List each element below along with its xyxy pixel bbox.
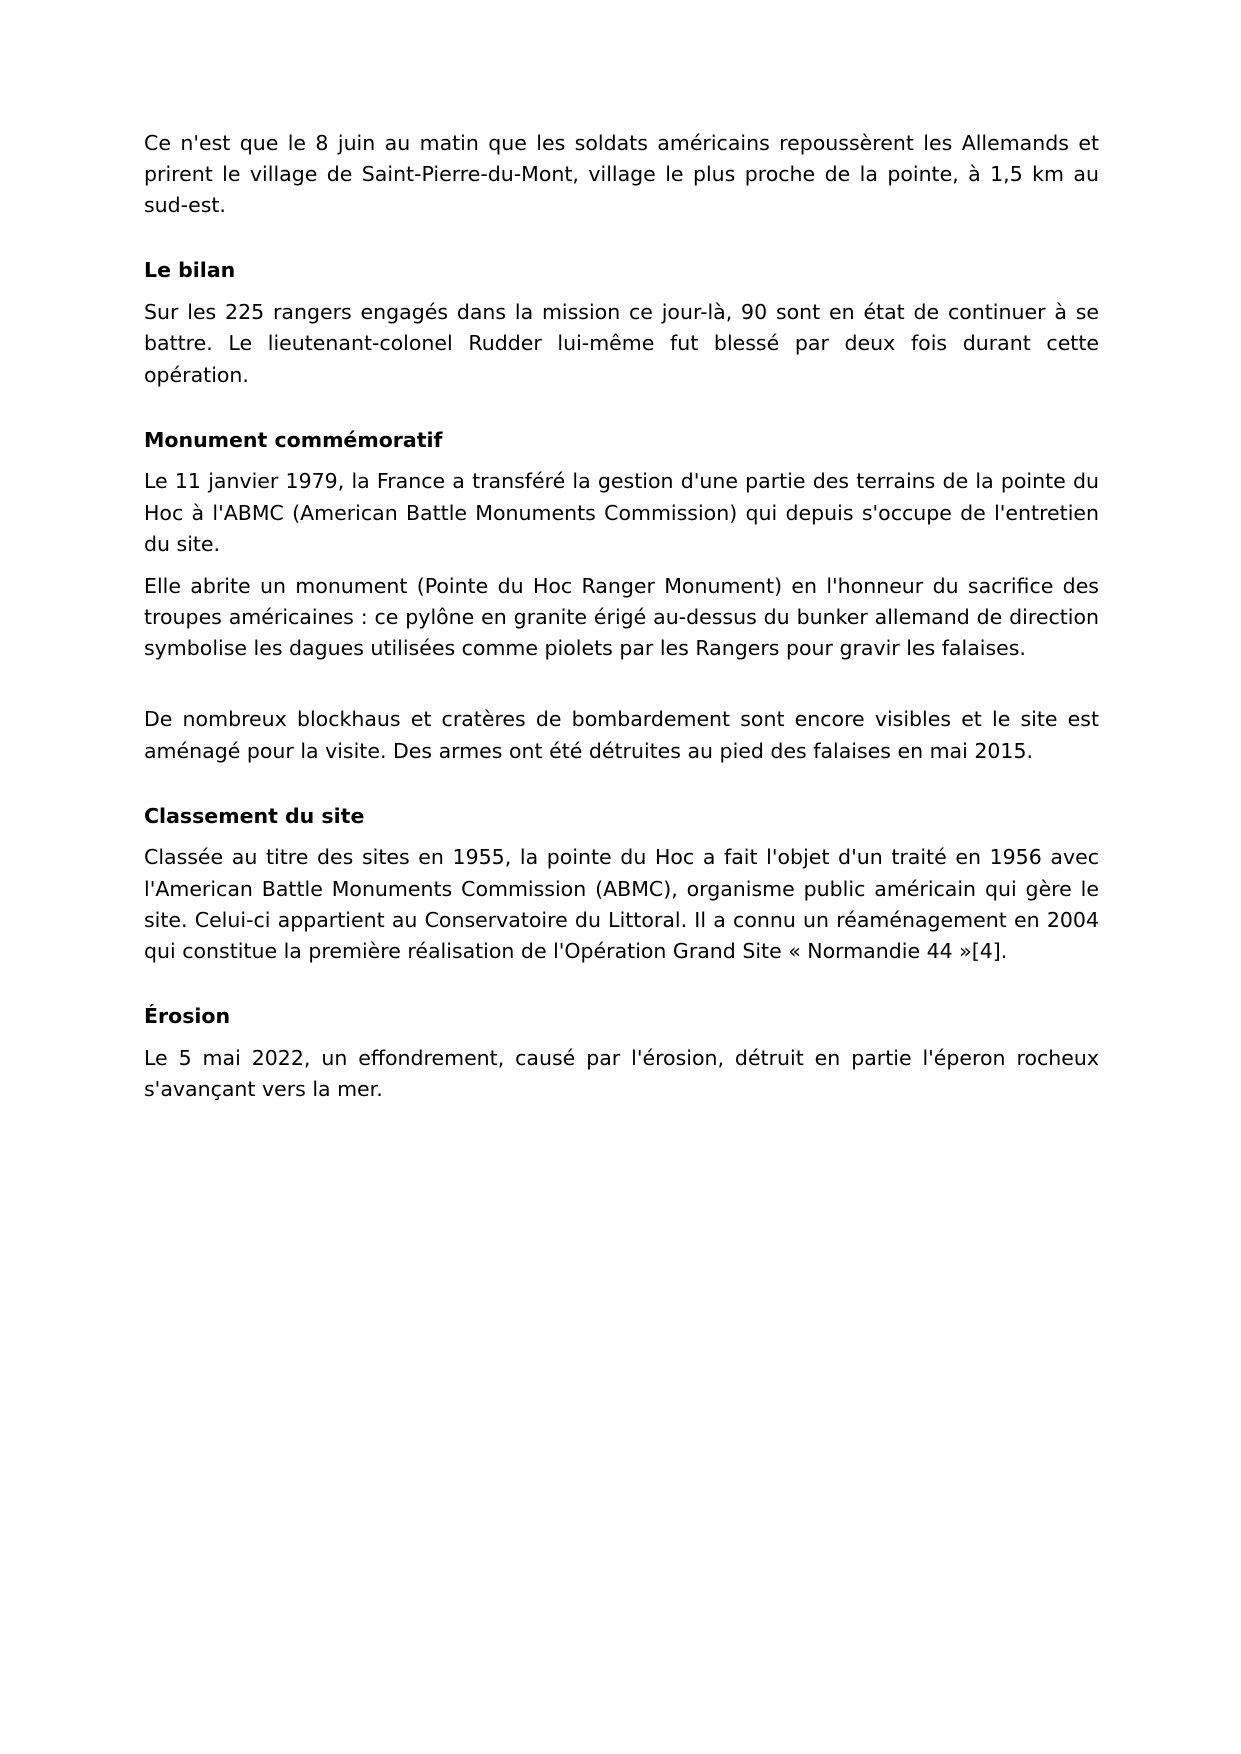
paragraph-monument-gestion: Le 11 janvier 1979, la France a transféré la gestion d'une partie des terrains de la pointe du Hoc à l'ABMC (American Battle Monuments Commission) qui depuis s'occupe de l'entretien du site. bbox=[144, 469, 1099, 556]
spacer bbox=[144, 560, 1099, 571]
spacer bbox=[144, 967, 1099, 1001]
spacer bbox=[144, 664, 1099, 704]
heading-le-bilan: Le bilan bbox=[144, 258, 236, 283]
spacer bbox=[144, 221, 1099, 255]
paragraph-monument-pylone: Elle abrite un monument (Pointe du Hoc Ranger Monument) en l'honneur du sacrifice des troupes américaines : ce pylône en granite érigé au-dessus du bunker allemand de direction symbolise les dagues utilisées comme piolets par les Rangers pour gravir les falaises. bbox=[144, 573, 1099, 661]
document-body bbox=[144, 128, 1099, 1105]
paragraph-erosion: Le 5 mai 2022, un effondrement, causé par l'érosion, détruit en partie l'éperon rocheux s'avançant vers la mer. bbox=[144, 1045, 1099, 1101]
spacer bbox=[144, 1032, 1099, 1043]
intro-paragraph: Ce n'est que le 8 juin au matin que les soldats américains repoussèrent les Allemands et prirent le village de Saint-Pierre-du-Mont, village le plus proche de la pointe, à 1,5 km au sud-est. bbox=[144, 131, 1099, 218]
spacer bbox=[144, 455, 1099, 466]
spacer bbox=[144, 391, 1099, 425]
spacer bbox=[144, 767, 1099, 801]
heading-erosion: Érosion bbox=[144, 1004, 231, 1029]
spacer bbox=[144, 831, 1099, 842]
spacer bbox=[144, 286, 1099, 297]
paragraph-blockhaus: De nombreux blockhaus et cratères de bombardement sont encore visibles et le site est aménagé pour la visite. Des armes ont été détruites au pied des falaises en mai 2015. bbox=[144, 707, 1099, 763]
paragraph-le-bilan: Sur les 225 rangers engagés dans la mission ce jour-là, 90 sont en état de continuer à se battre. Le lieutenant-colonel Rudder lui-même fut blessé par deux fois durant cette opération. bbox=[144, 300, 1099, 387]
paragraph-classement: Classée au titre des sites en 1955, la pointe du Hoc a fait l'objet d'un traité en 1956 avec l'American Battle Monuments Commission (ABMC), organisme public américain qui gère le site. Celui-ci appartient au Conservatoire du Littoral. Il a connu un réaménagement en 2004 qui constitue la première réalisation de l'Opération Grand Site « Normandie 44 »[4]. bbox=[144, 845, 1099, 963]
heading-classement-du-site: Classement du site bbox=[144, 803, 365, 828]
heading-monument-commemoratif: Monument commémoratif bbox=[144, 427, 443, 452]
